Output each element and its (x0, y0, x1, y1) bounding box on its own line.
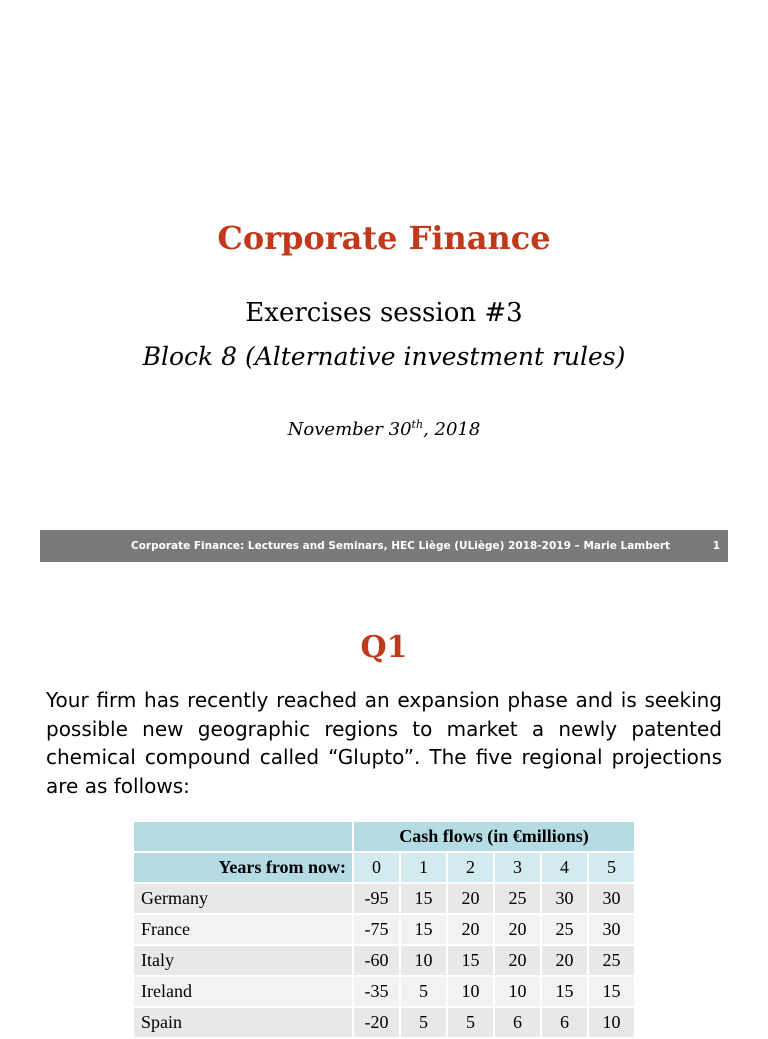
value-cell: 10 (588, 1007, 634, 1038)
year-header: 0 (353, 852, 400, 883)
country-cell: France (134, 914, 353, 945)
value-cell: 5 (400, 1007, 447, 1038)
table-row (134, 976, 634, 1007)
value-cell: 15 (400, 914, 447, 945)
year-header: 4 (541, 852, 588, 883)
value-cell: 20 (494, 914, 541, 945)
value-cell: 25 (541, 914, 588, 945)
slide-title: Corporate Finance (217, 219, 551, 257)
block-title: Block 8 (Alternative investment rules) (142, 342, 626, 371)
value-cell: -20 (353, 1007, 400, 1038)
slide-date (0, 418, 768, 440)
value-cell: 20 (494, 945, 541, 976)
value-cell: 15 (541, 976, 588, 1007)
table-row (134, 914, 634, 945)
table-row (134, 1007, 634, 1038)
value-cell: -75 (353, 914, 400, 945)
years-label: Years from now: (134, 852, 353, 883)
table-row (134, 883, 634, 914)
value-cell: 25 (588, 945, 634, 976)
country-cell: Italy (134, 945, 353, 976)
table-header-row (134, 822, 634, 852)
cash-flow-group-header: Cash flows (in €millions) (353, 822, 634, 852)
value-cell: 30 (588, 914, 634, 945)
value-cell: -95 (353, 883, 400, 914)
table-years-row (134, 852, 634, 883)
page-number: 1 (712, 540, 720, 552)
date-superscript: th (411, 418, 424, 431)
year-header: 2 (447, 852, 494, 883)
value-cell: 6 (494, 1007, 541, 1038)
country-cell: Ireland (134, 976, 353, 1007)
value-cell: 15 (588, 976, 634, 1007)
value-cell: 15 (447, 945, 494, 976)
value-cell: -35 (353, 976, 400, 1007)
question-heading: Q1 (360, 630, 408, 665)
year-header: 5 (588, 852, 634, 883)
country-cell: Germany (134, 883, 353, 914)
value-cell: 25 (494, 883, 541, 914)
date-year: , 2018 (423, 419, 481, 440)
value-cell: -60 (353, 945, 400, 976)
country-cell: Spain (134, 1007, 353, 1038)
value-cell: 5 (447, 1007, 494, 1038)
value-cell: 6 (541, 1007, 588, 1038)
date-main: November 30 (287, 419, 412, 440)
question-paragraph: Your firm has recently reached an expansion phase and is seeking possible new geographic regions to market a newly patented chemical compound called “Glupto”. The five regional projections are as follows: (46, 688, 722, 798)
slide-subtitle: Exercises session #3 (245, 298, 523, 328)
value-cell: 30 (588, 883, 634, 914)
value-cell: 10 (447, 976, 494, 1007)
value-cell: 20 (447, 883, 494, 914)
year-header: 3 (494, 852, 541, 883)
slide-footer (40, 530, 728, 562)
table-row (134, 945, 634, 976)
value-cell: 5 (400, 976, 447, 1007)
year-header: 1 (400, 852, 447, 883)
value-cell: 10 (400, 945, 447, 976)
value-cell: 10 (494, 976, 541, 1007)
value-cell: 20 (541, 945, 588, 976)
value-cell: 20 (447, 914, 494, 945)
footer-text: Corporate Finance: Lectures and Seminars, HEC Liège (ULiège) 2018-2019 – Marie Lambert (131, 540, 671, 552)
value-cell: 15 (400, 883, 447, 914)
value-cell: 30 (541, 883, 588, 914)
cash-flow-table (134, 822, 634, 1039)
